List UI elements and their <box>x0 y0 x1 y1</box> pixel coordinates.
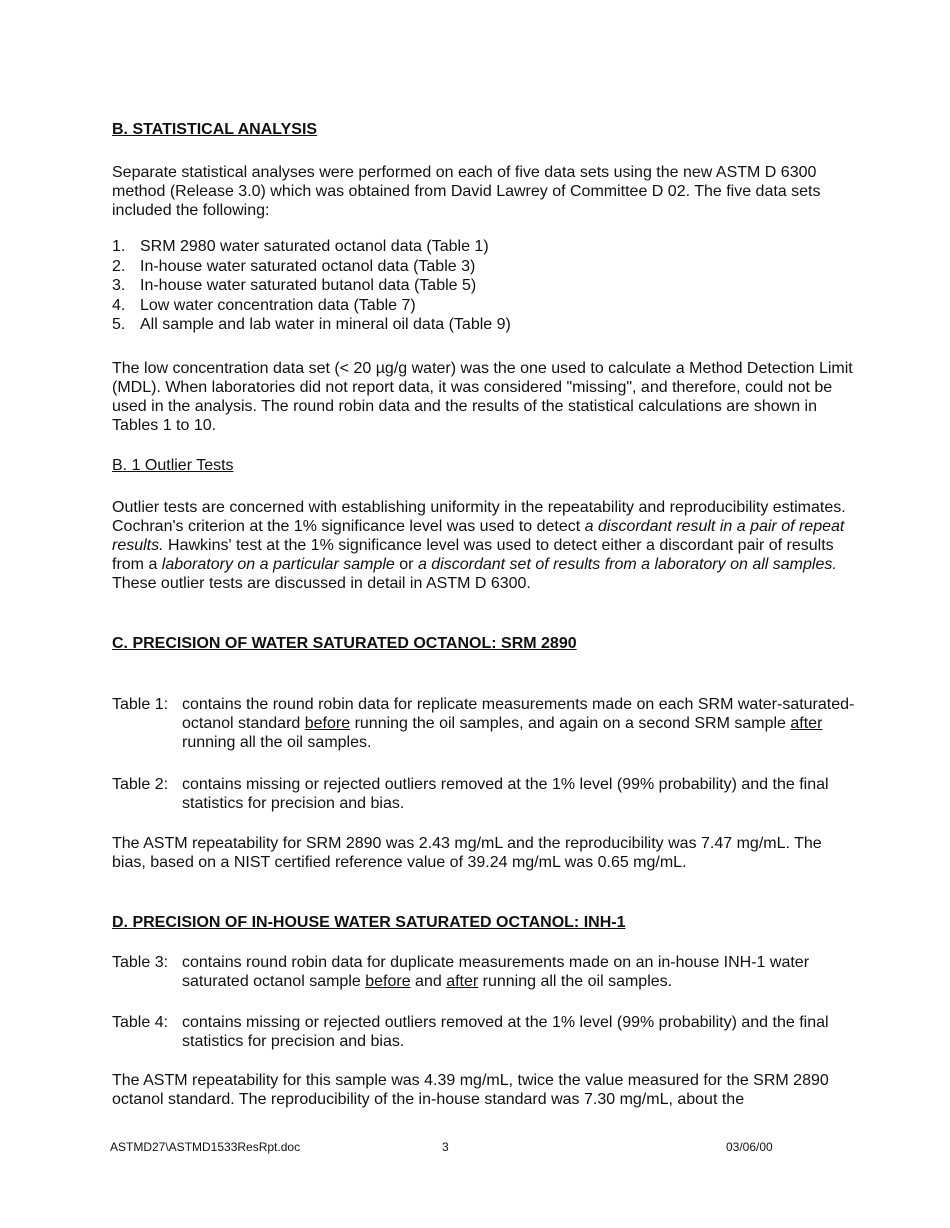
section-b-heading: B. STATISTICAL ANALYSIS <box>112 121 318 138</box>
table4-label: Table 4: <box>112 1014 169 1031</box>
section-d-heading: D. PRECISION OF IN-HOUSE WATER SATURATED OCTANOL: INH-1 <box>112 914 626 931</box>
section-c-summary: The ASTM repeatability for SRM 2890 was 2.43 mg/mL and the reproducibility was 7.47 mg/mL. The bias, based on a NIST certified reference value of 39.24 mg/mL was 0.65 mg/mL. <box>112 835 822 871</box>
outlier-paragraph: Outlier tests are concerned with establishing uniformity in the repeatability and reproducibility estimates. Cochran's criterion at the 1% significance level was used to detect a discordant result in a pair of repeat results. Hawkins' test at the 1% significance level was used to detect either a discordant pair of results from a laboratory on a particular sample or a discordant set of results from a laboratory on all samples. These outlier tests are discussed in detail in ASTM D 6300. <box>112 499 846 592</box>
footer-filename: ASTMD27\ASTMD1533ResRpt.doc <box>110 1140 301 1154</box>
data-set-list <box>112 237 857 335</box>
table3-description <box>112 953 857 991</box>
table3-label: Table 3: <box>112 954 169 971</box>
list-item: 1. SRM 2980 water saturated octanol data (Table 1) <box>112 238 489 255</box>
footer-page-number: 3 <box>442 1140 449 1154</box>
table1-label: Table 1: <box>112 696 169 713</box>
list-item: 3. In-house water saturated butanol data (Table 5) <box>112 277 477 294</box>
mdl-paragraph: The low concentration data set (< 20 µg/g water) was the one used to calculate a Method Detection Limit (MDL). When laboratories did not report data, it was considered "missing", and therefore, could not be used in the analysis. The round robin data and the results of the statistical calculations are shown in Tables 1 to 10. <box>112 360 853 434</box>
section-b-intro: Separate statistical analyses were performed on each of five data sets using the new ASTM D 6300 method (Release 3.0) which was obtained from David Lawrey of Committee D 02. The five data sets included the following: <box>112 164 821 219</box>
outlier-tests-heading: B. 1 Outlier Tests <box>112 457 234 474</box>
list-item: 4. Low water concentration data (Table 7) <box>112 296 416 314</box>
table2-text: contains missing or rejected outliers removed at the 1% level (99% probability) and the final statistics for precision and bias. <box>182 776 829 812</box>
list-item: 5. All sample and lab water in mineral oil data (Table 9) <box>112 316 511 333</box>
section-c-heading: C. PRECISION OF WATER SATURATED OCTANOL: SRM 2890 <box>112 635 577 652</box>
list-item: 2. In-house water saturated octanol data (Table 3) <box>112 257 476 275</box>
section-d-summary: The ASTM repeatability for this sample was 4.39 mg/mL, twice the value measured for the SRM 2890 octanol standard. The reproducibility of the in-house standard was 7.30 mg/mL, about the <box>112 1072 829 1108</box>
table1-text: contains the round robin data for replicate measurements made on each SRM water-saturated-octanol standard before running the oil samples, and again on a second SRM sample after running all the oil samples. <box>182 696 855 751</box>
table2-label: Table 2: <box>112 776 169 793</box>
table2-description <box>112 775 857 813</box>
table4-text: contains missing or rejected outliers removed at the 1% level (99% probability) and the final statistics for precision and bias. <box>182 1014 829 1050</box>
table1-description <box>112 695 857 752</box>
table3-text: contains round robin data for duplicate measurements made on an in-house INH-1 water saturated octanol sample before and after running all the oil samples. <box>182 954 810 990</box>
footer-date: 03/06/00 <box>726 1140 773 1154</box>
table4-description <box>112 1013 857 1051</box>
